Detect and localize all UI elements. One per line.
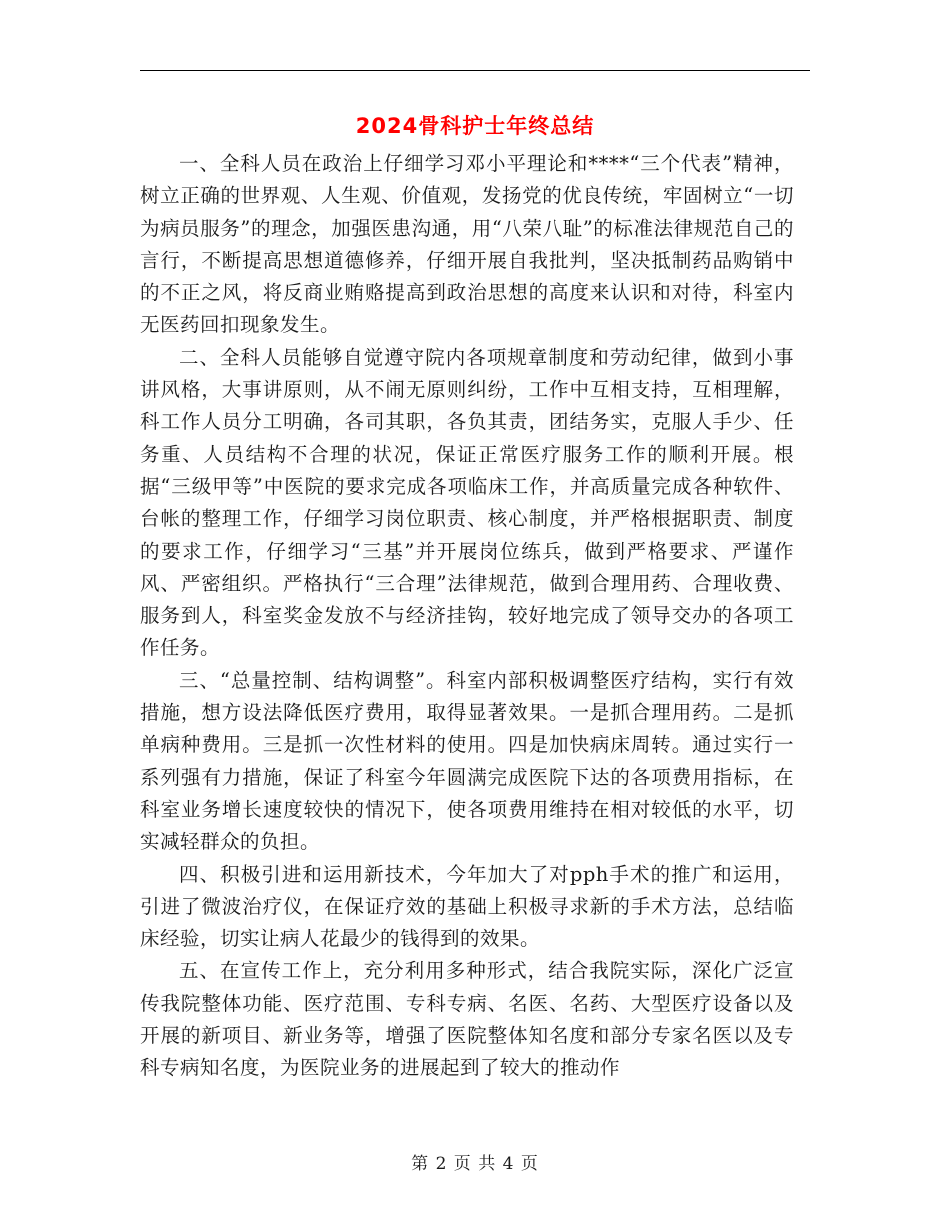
header-rule — [140, 70, 810, 71]
paragraph-3: 三、“总量控制、结构调整”。科室内部积极调整医疗结构，实行有效措施，想方设法降低医疗费用，取得显著效果。一是抓合理用药。二是抓单病种费用。三是抓一次性材料的使用。四是加快病床周转。通过实行一系列强有力措施，保证了科室今年圆满完成医院下达的各项费用指标，在科室业务增长速度较快的情况下，使各项费用维持在相对较低的水平，切实减轻群众的负担。 — [140, 668, 794, 854]
paragraph-5: 五、在宣传工作上，充分利用多种形式，结合我院实际，深化广泛宣传我院整体功能、医疗范围、专科专病、名医、名药、大型医疗设备以及开展的新项目、新业务等，增强了医院整体知名度和部分专家名医以及专科专病知名度，为医院业务的进展起到了较大的推动作 — [140, 959, 794, 1080]
page-footer: 第 2 页 共 4 页 — [411, 1154, 539, 1174]
paragraph-2: 二、全科人员能够自觉遵守院内各项规章制度和劳动纪律，做到小事讲风格，大事讲原则，从不闹无原则纠纷，工作中互相支持，互相理解，科工作人员分工明确，各司其职，各负其责，团结务实，克服人手少、任务重、人员结构不合理的状况，保证正常医疗服务工作的顺利开展。根据“三级甲等”中医院的要求完成各项临床工作，并高质量完成各种软件、台帐的整理工作，仔细学习岗位职责、核心制度，并严格根据职责、制度的要求工作，仔细学习“三基”并开展岗位练兵，做到严格要求、严谨作风、严密组织。严格执行“三合理”法律规范，做到合理用药、合理收费、服务到人，科室奖金发放不与经济挂钩，较好地完成了领导交办的各项工作任务。 — [140, 345, 794, 660]
document-body — [140, 148, 794, 1085]
paragraph-4: 四、积极引进和运用新技术，今年加大了对pph手术的推广和运用，引进了微波治疗仪，在保证疗效的基础上积极寻求新的手术方法，总结临床经验，切实让病人花最少的钱得到的效果。 — [140, 862, 794, 951]
paragraph-1: 一、全科人员在政治上仔细学习邓小平理论和****“三个代表”精神，树立正确的世界观、人生观、价值观，发扬党的优良传统，牢固树立“一切为病员服务”的理念，加强医患沟通，用“八荣八耻”的标准法律规范自己的言行，不断提高思想道德修养，仔细开展自我批判，坚决抵制药品购销中的不正之风，将反商业贿赂提高到政治思想的高度来认识和对待，科室内无医药回扣现象发生。 — [140, 152, 794, 337]
document-title: 2024骨科护士年终总结 — [355, 114, 595, 138]
